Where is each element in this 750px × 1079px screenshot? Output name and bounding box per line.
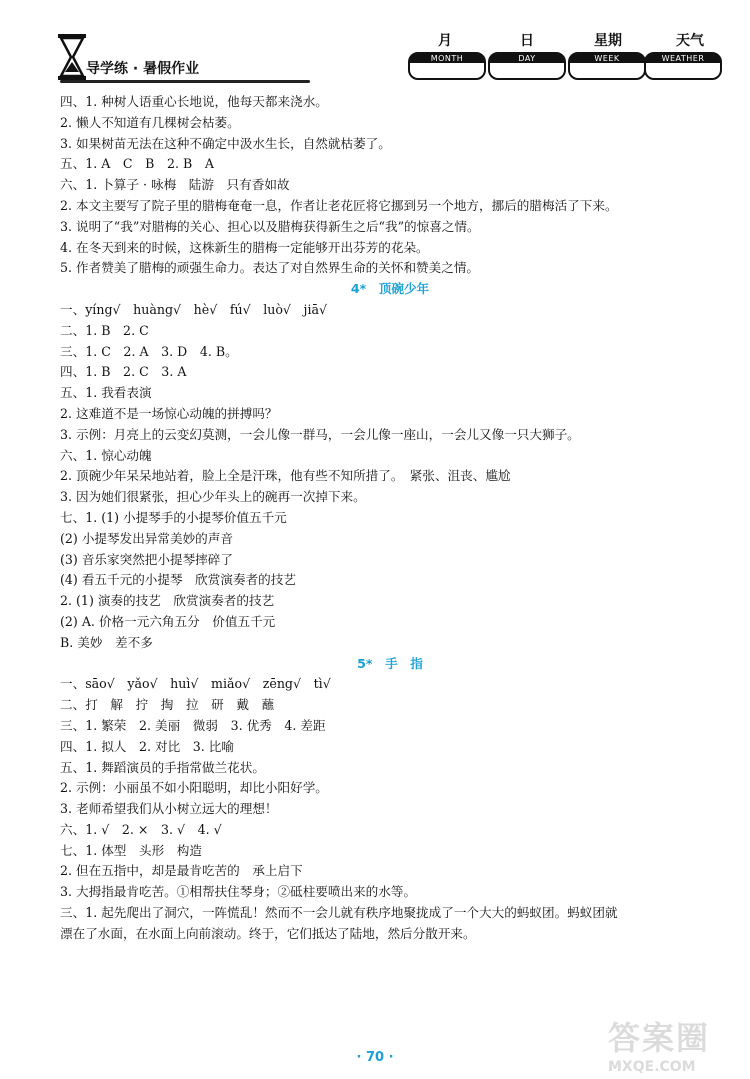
answer-line: 四、1. B 2. C 3. A: [60, 364, 187, 380]
calendar-box-week: [568, 52, 646, 80]
page-number: · 70 ·: [356, 1050, 394, 1065]
answer-line: 三、1. C 2. A 3. D 4. B。: [60, 343, 238, 359]
calendar-en-weather: WEATHER: [646, 54, 720, 63]
answer-line: 3. 示例：月亮上的云变幻莫测，一会儿像一群马，一会儿像一座山，一会儿又像一只大狮子。: [60, 426, 580, 442]
answer-line: 七、1. (1) 小提琴手的小提琴价值五千元: [60, 509, 287, 525]
answer-line: 五、1. A C B 2. B A: [60, 156, 214, 172]
calendar-en-week: WEEK: [570, 54, 644, 63]
answer-line: 二、1. B 2. C: [60, 322, 149, 338]
answer-line: 四、1. 种树人语重心长地说，他每天都来浇水。: [60, 94, 328, 109]
answer-line: 四、1. 拟人 2. 对比 3. 比喻: [60, 738, 234, 754]
answer-line: 二、打 解 拧 掏 拉 研 戴 蘸: [60, 697, 275, 713]
calendar-labels: [408, 30, 720, 54]
answer-line: 3. 如果树苗无法在这种不确定中汲水生长，自然就枯萎了。: [60, 135, 391, 151]
watermark-logo-text: 答案圈: [608, 1019, 711, 1057]
calendar-label-weather: 天气: [676, 33, 704, 49]
watermark: [608, 1013, 738, 1073]
answer-line: 六、1. √ 2. × 3. √ 4. √: [60, 821, 222, 837]
calendar-en-day: DAY: [490, 54, 564, 63]
calendar-box-day: [488, 52, 566, 80]
answer-line: 3. 说明了“我”对腊梅的关心、担心以及腊梅获得新生之后“我”的惊喜之情。: [60, 218, 480, 234]
watermark-url: MXQE.COM: [608, 1059, 696, 1075]
answer-content: [60, 92, 720, 945]
answer-line: (2) 小提琴发出异常美妙的声音: [60, 530, 233, 546]
calendar-label-week: 星期: [594, 33, 622, 49]
answer-line: 2. 这难道不是一场惊心动魄的拼搏吗？: [60, 405, 278, 421]
calendar-boxes: [408, 52, 720, 78]
answer-line: 2. 顶碗少年呆呆地站着，脸上全是汗珠，他有些不知所措了。 紧张、沮丧、尴尬: [60, 468, 511, 484]
calendar-label-month: 月: [438, 33, 452, 49]
brand-title: 导学练 · 暑假作业: [86, 61, 200, 77]
section-title: 4* 顶碗少年: [350, 281, 430, 297]
calendar-box-weather: [644, 52, 722, 80]
answer-line: 3. 因为她们很紧张，担心少年头上的碗再一次掉下来。: [60, 489, 366, 505]
answer-line: B. 美妙 差不多: [60, 634, 153, 650]
answer-line: 五、1. 我看表演: [60, 385, 152, 401]
answer-line: (3) 音乐家突然把小提琴摔碎了: [60, 551, 233, 567]
answer-line: 4. 在冬天到来的时候，这株新生的腊梅一定能够开出芬芳的花朵。: [60, 239, 429, 255]
answer-line: 一、yíng√ huàng√ hè√ fú√ luò√ jiā√: [60, 301, 328, 317]
calendar-en-month: MONTH: [410, 54, 484, 63]
calendar-box-month: [408, 52, 486, 80]
section-title: 5* 手 指: [357, 655, 423, 671]
answer-line: 2. 懒人不知道有几棵树会枯萎。: [60, 114, 240, 130]
answer-line: (4) 看五千元的小提琴 欣赏演奏者的技艺: [60, 572, 296, 588]
answer-line: 六、1. 惊心动魄: [60, 447, 152, 463]
answer-line: (2) A. 价格一元六角五分 价值五千元: [60, 613, 276, 629]
answer-line: 2. 示例：小丽虽不如小阳聪明，却比小阳好学。: [60, 780, 328, 796]
answer-line: 2. 本文主要写了院子里的腊梅奄奄一息，作者让老花匠将它挪到另一个地方，挪后的腊梅活了下来。: [60, 197, 618, 213]
answer-line: 三、1. 起先爬出了洞穴，一阵慌乱！然而不一会儿就有秩序地聚拢成了一个大大的蚂蚁团。蚂蚁团就: [60, 905, 618, 921]
answer-line: 三、1. 繁荣 2. 美丽 微弱 3. 优秀 4. 差距: [60, 717, 326, 733]
answer-line: 五、1. 舞蹈演员的手指常做兰花状。: [60, 759, 265, 775]
answer-line: 六、1. 卜算子 · 咏梅 陆游 只有香如故: [60, 177, 290, 193]
brand-underline: [60, 80, 310, 83]
answer-line: 3. 大拇指最肯吃苦。①相帮扶住琴身；②砥柱要喷出来的水等。: [60, 884, 417, 900]
answer-line: 一、sāo√ yǎo√ huì√ miǎo√ zēng√ tì√: [60, 676, 331, 692]
answer-line: 七、1. 体型 头形 构造: [60, 842, 202, 858]
answer-line: 3. 老师希望我们从小树立远大的理想！: [60, 801, 278, 817]
answer-line: 2. (1) 演奏的技艺 欣赏演奏者的技艺: [60, 593, 275, 609]
answer-line: 漂在了水面，在水面上向前滚动。终于，它们抵达了陆地，然后分散开来。: [60, 925, 476, 941]
page-header: [0, 0, 750, 92]
answer-line: 5. 作者赞美了腊梅的顽强生命力。表达了对自然界生命的关怀和赞美之情。: [60, 260, 480, 276]
calendar-label-day: 日: [520, 33, 534, 49]
answer-line: 2. 但在五指中，却是最肯吃苦的 承上启下: [60, 863, 303, 879]
